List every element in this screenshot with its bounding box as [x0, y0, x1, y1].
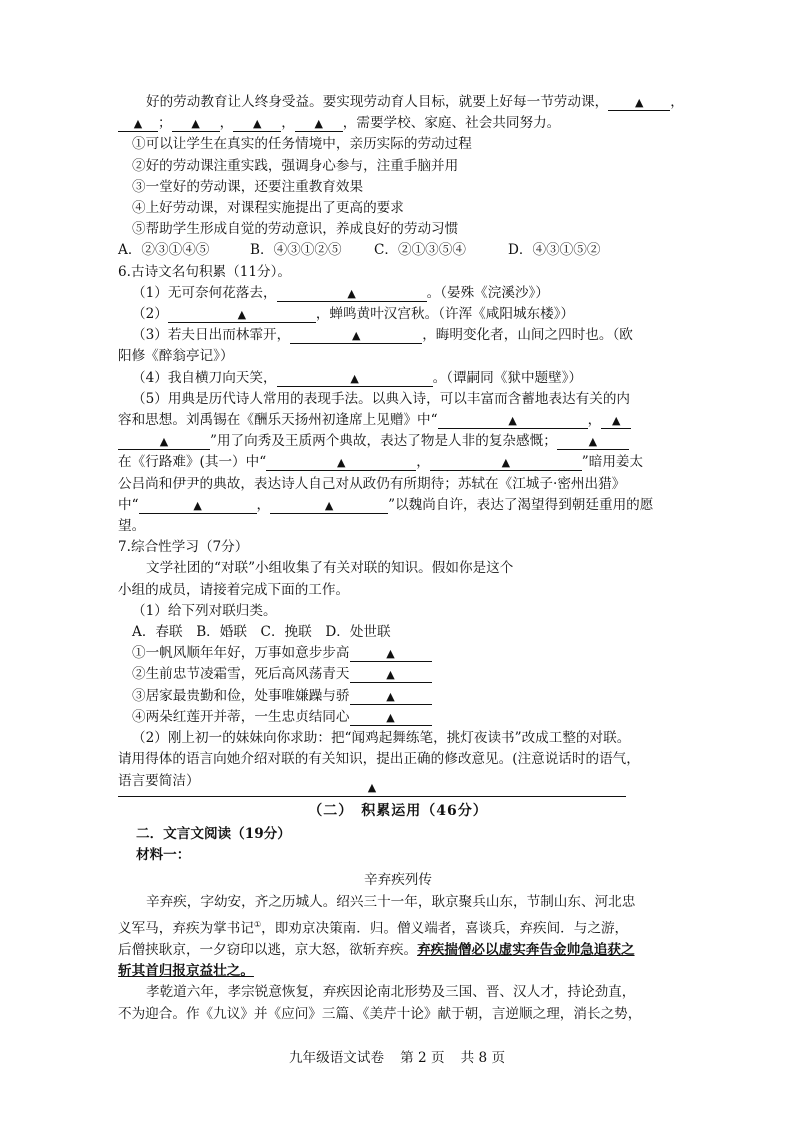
punct: ，: [219, 115, 234, 132]
page-number: 第 2 页: [400, 1050, 445, 1066]
answer-blank[interactable]: [172, 115, 220, 132]
passage-line: 辛弃疾，字幼安，齐之历城人。绍兴三十一年，耿京聚兵山东，节制山东、河北忠: [146, 894, 636, 911]
q5-stem-end: ，需要学校、家庭、社会共同努力。: [342, 115, 561, 132]
poem-source: 。（谭嗣同《狱中题壁》）: [432, 369, 583, 386]
triangle-marker: ▲: [386, 689, 395, 703]
answer-blank[interactable]: [295, 115, 343, 132]
couplet-2: [118, 664, 678, 685]
answer-blank[interactable]: [118, 433, 210, 450]
option-b[interactable]: B．④③①②⑤: [250, 242, 342, 259]
triangle-marker: ▲: [159, 435, 169, 449]
passage-line: [118, 914, 678, 940]
triangle-marker: ▲: [367, 781, 377, 794]
triangle-marker: ▲: [634, 96, 644, 109]
footnote-marker: ①: [253, 919, 262, 929]
couplet-text: ④两朵红莲开并蒂，一生忠贞结同心: [132, 708, 350, 725]
triangle-marker: ▲: [501, 456, 511, 470]
option-a[interactable]: A．②③①④⑤: [118, 242, 210, 259]
triangle-marker: ▲: [588, 435, 598, 449]
answer-blank[interactable]: [277, 370, 433, 387]
punct: ；: [158, 115, 172, 132]
material-label: 材料一：: [136, 847, 191, 864]
triangle-marker: ▲: [386, 647, 395, 661]
exam-name: 九年级语文试卷: [288, 1050, 385, 1066]
couplet-text: ③居家最贵勤和俭，处事唯嫌躁与骄: [132, 687, 350, 704]
answer-blank[interactable]: [438, 412, 588, 429]
q7-sub1: （1）给下列对联归类。: [132, 602, 277, 619]
triangle-marker: ▲: [350, 371, 359, 385]
q6-title: 6.古诗文名句积累（11分）。: [118, 263, 291, 280]
q5-item: ③一堂好的劳动课，还要注重教育效果: [132, 178, 364, 195]
triangle-marker: ▲: [347, 286, 356, 300]
triangle-marker: ▲: [611, 414, 621, 428]
passage-text: 义军马，弃疾为掌书记: [118, 920, 254, 937]
answer-blank[interactable]: [290, 327, 422, 344]
answer-blank[interactable]: [139, 497, 257, 514]
poem-text: ”以魏尚自许，表达了渴望得到朝廷重用的愿: [388, 496, 654, 513]
triangle-marker: ▲: [336, 456, 346, 470]
q6-sentence-4: [118, 368, 678, 389]
q7-intro: 文学社团的“对联”小组收集了有关对联的知识。假如你是这个: [146, 560, 514, 577]
answer-blank[interactable]: [233, 115, 281, 132]
answer-line[interactable]: [118, 782, 626, 797]
q6-sentence-3: [118, 325, 678, 346]
answer-blank[interactable]: [266, 454, 416, 471]
section-heading: （二） 积累运用（46分）: [308, 803, 488, 819]
poem-text: ”暗用姜太: [581, 454, 644, 471]
classical-reading: [118, 824, 678, 1025]
triangle-marker: ▲: [351, 329, 361, 343]
answer-blank[interactable]: [350, 666, 432, 683]
q5-item: ⑤帮助学生形成自觉的劳动意识，养成良好的劳动习惯: [132, 221, 459, 238]
q6-sentence-5-line2: [118, 410, 678, 431]
answer-blank[interactable]: [608, 94, 670, 111]
triangle-marker: ▲: [252, 117, 262, 131]
q5-item: ②好的劳动课注重实践，强调身心参与，注重手脑并用: [132, 157, 459, 174]
poem-source: 。（晏殊《浣溪沙》）: [426, 284, 549, 301]
q5-stem-line2: [118, 113, 678, 134]
poem-text: （2）: [132, 306, 168, 323]
q6-sentence-2: [118, 304, 678, 325]
passage-line: 孝乾道六年，孝宗锐意恢复，弃疾因论南北形势及三国、晋、汉人才，持论劲直，: [146, 984, 636, 1001]
triangle-marker: ▲: [237, 308, 247, 322]
passage-line: 不为迎合。作《九议》并《应问》三篇、《美芹十论》献于朝，言逆顺之理，消长之势，: [118, 1005, 642, 1022]
punct: ，: [256, 496, 271, 513]
triangle-marker: ▲: [191, 117, 200, 131]
poem-text: （1）无可奈何花落去，: [132, 284, 277, 301]
punct: ，: [281, 115, 295, 132]
q6-sentence-5-line7: 望。: [118, 518, 146, 535]
punct: ，: [416, 454, 430, 471]
poem-text: ，晦明变化者，山间之四时也。（欧: [422, 327, 633, 344]
option-d[interactable]: D．④③①⑤②: [508, 242, 601, 259]
passage-text: ，即劝京决策南．归。僧义端者，喜谈兵，弃疾间．与之游，: [261, 920, 629, 937]
punct: ，: [587, 412, 602, 429]
underlined-sentence: 斩其首归报京益壮之。: [118, 962, 254, 979]
triangle-marker: ▲: [386, 710, 395, 724]
q5-stem-line1: [118, 92, 684, 113]
underlined-sentence: 弃疾揣僧必以虚实奔告金帅急追获之: [417, 941, 635, 958]
reading-title: 二．文言文阅读（19分）: [136, 826, 291, 842]
q5-options: [118, 240, 678, 261]
answer-blank[interactable]: [350, 709, 432, 726]
page-footer: [0, 1046, 794, 1066]
poem-text: 容和思想。刘禹锡在《酬乐天扬州初逢席上见赠》中“: [118, 412, 438, 429]
couplet-3: [118, 686, 678, 707]
couplet-text: ②生前忠节凌霜雪，死后高风荡青天: [132, 666, 350, 683]
q6-sentence-5-line4: [118, 452, 678, 473]
punct: ，: [670, 94, 684, 110]
answer-blank[interactable]: [118, 115, 158, 132]
poem-source: ，蝉鸣黄叶汉宫秋。（许浑《咸阳城东楼》）: [315, 306, 575, 323]
q5-stem-text: 好的劳动教育让人终身受益。要实现劳动育人目标，就要上好每一节劳动课，: [146, 94, 609, 110]
q7-sub2: （2）刚上初一的妹妹向你求助：把“闻鸡起舞练笔，挑灯夜读书”改成工整的对联。: [132, 730, 631, 747]
answer-blank[interactable]: [430, 454, 582, 471]
answer-blank[interactable]: [350, 688, 432, 705]
poem-text: ”用了向秀及王质两个典故，表达了物是人非的复杂感慨；: [210, 433, 557, 450]
answer-blank[interactable]: [168, 306, 316, 323]
q7-sub2-line3: 语言要简洁）: [118, 772, 200, 789]
option-c[interactable]: C．②①③⑤④: [374, 242, 466, 259]
page-total: 共 8 页: [460, 1050, 506, 1066]
q5-item: ①可以让学生在真实的任务情境中，亲历实际的劳动过程: [132, 136, 472, 153]
answer-blank[interactable]: [350, 645, 432, 662]
triangle-marker: ▲: [324, 498, 334, 512]
passage-text: 后僧挟耿京，一夕窃印以逃，京大怒，欲斩弃疾。: [118, 941, 418, 958]
answer-blank[interactable]: [557, 433, 629, 450]
poem-text: 中“: [118, 496, 139, 513]
triangle-marker: ▲: [314, 117, 324, 131]
q6-sentence-3-cont: 阳修《醉翁亭记》）: [118, 348, 234, 365]
triangle-marker: ▲: [508, 414, 517, 428]
answer-blank[interactable]: [277, 285, 427, 302]
answer-blank[interactable]: [270, 497, 388, 514]
q6-sentence-5-line5: 公吕尚和伊尹的典故，表达诗人自己对从政仍有所期待；苏轼在《江城子·密州出猎》: [118, 475, 626, 492]
couplet-4: [118, 707, 678, 728]
q6-sentence-5: （5）用典是历代诗人常用的表现手法。以典入诗，可以丰富而含蓄地表达有关的内: [132, 390, 631, 407]
triangle-marker: ▲: [133, 117, 143, 131]
q6-sentence-5-line3: [118, 431, 678, 452]
question-area: [118, 92, 684, 792]
triangle-marker: ▲: [193, 498, 202, 512]
q7-categories: A．春联 B．婚联 C．挽联 D．处世联: [132, 624, 391, 641]
couplet-1: [118, 643, 678, 664]
poem-text: 在《行路难》(其一）中“: [118, 454, 267, 471]
q6-sentence-1: [118, 283, 678, 304]
answer-blank[interactable]: [601, 412, 631, 429]
q7-title: 7.综合性学习（7分）: [118, 539, 249, 556]
couplet-text: ①一帆风顺年年好，万事如意步步高: [132, 645, 350, 662]
q5-item: ④上好劳动课，对课程实施提出了更高的要求: [132, 200, 404, 217]
q7-intro-cont: 小组的成员，请接着完成下面的工作。: [118, 581, 350, 598]
q6-sentence-5-line6: [118, 495, 678, 516]
q7-sub2-line2: 请用得体的语言向她介绍对联的有关知识，提出正确的修改意见。(注意说话时的语气，: [118, 751, 640, 768]
passage-line: [118, 940, 678, 961]
passage-title: 辛弃疾列传: [364, 871, 432, 888]
poem-text: （4）我自横刀向天笑，: [132, 369, 277, 386]
triangle-marker: ▲: [386, 668, 395, 682]
poem-text: （3）若夫日出而林霏开，: [132, 327, 291, 344]
